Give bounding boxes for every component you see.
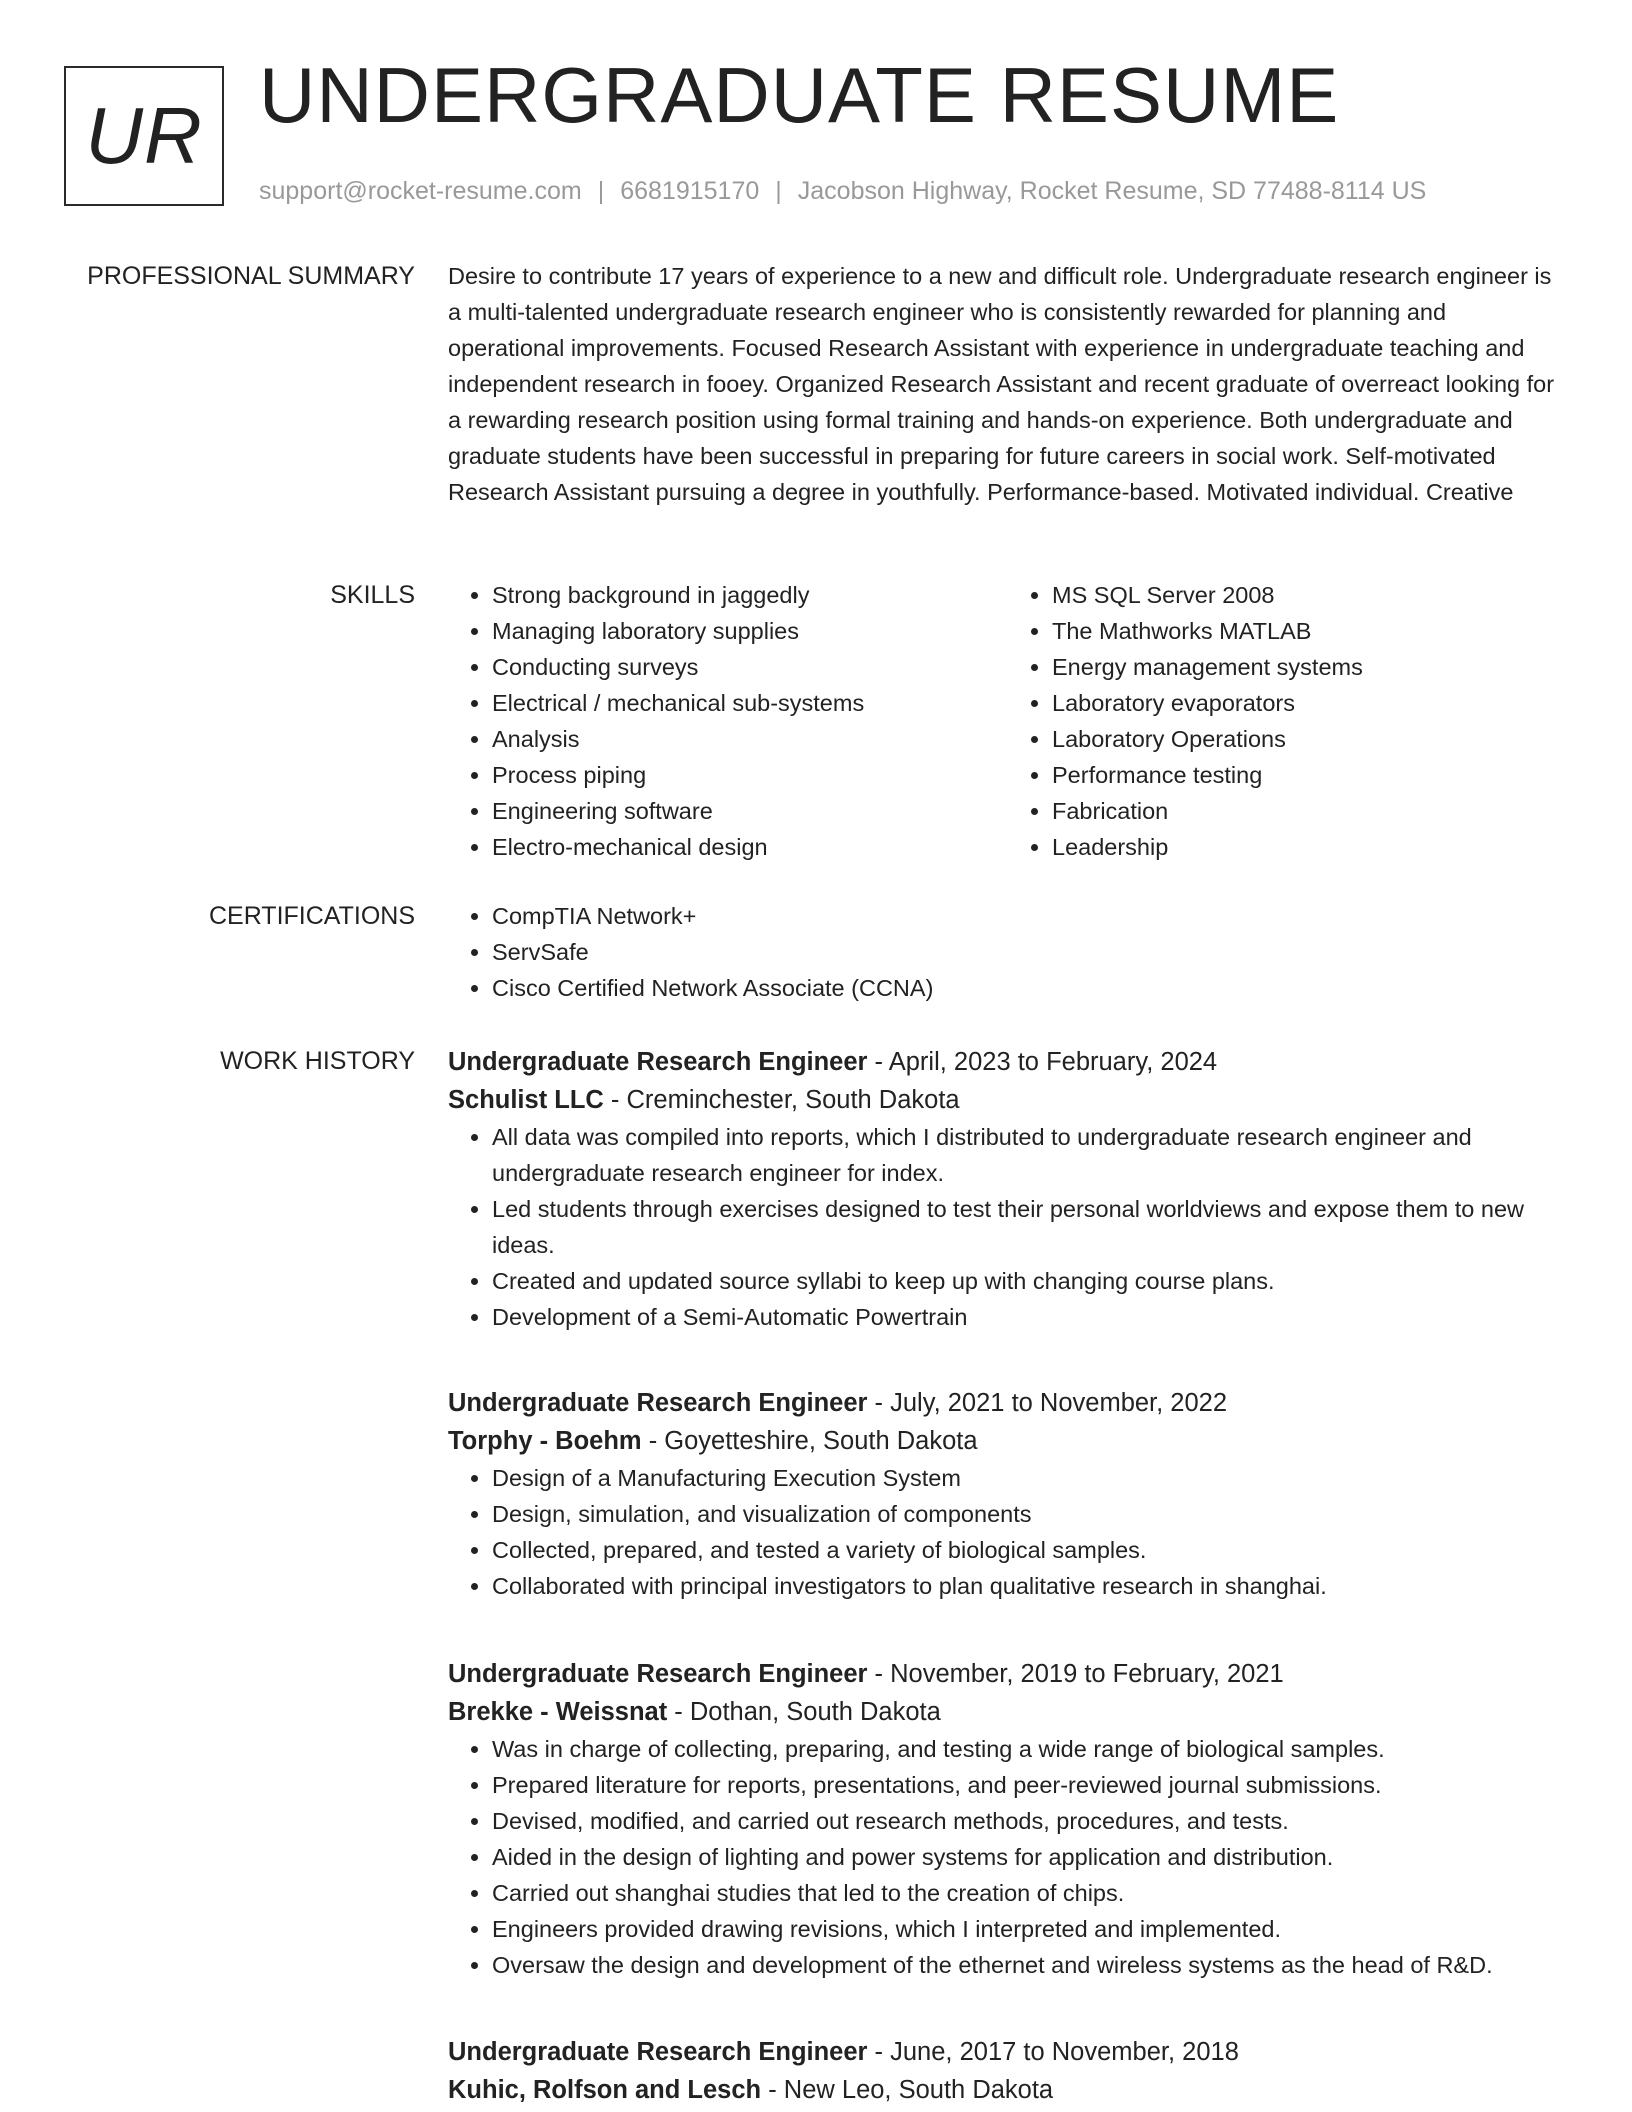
section-label-summary: PROFESSIONAL SUMMARY (87, 262, 415, 290)
job-bullet: • Design of a Manufacturing Execution System (492, 1460, 1568, 1496)
skill-item: • Conducting surveys (492, 649, 1008, 685)
skill-item: • The Mathworks MATLAB (1052, 613, 1568, 649)
job-bullet: • Devised, modified, and carried out research methods, procedures, and tests. (492, 1803, 1568, 1839)
job-bullet: • All data was compiled into reports, which I distributed to undergraduate research engineer and undergraduate research engineer for index. (492, 1119, 1568, 1191)
certifications-body (448, 898, 1568, 1006)
skills-list-right (1008, 577, 1568, 865)
job-company: Brekke - Weissnat (448, 1698, 668, 1726)
certifications-list (448, 898, 1568, 1006)
job-bullet: • Development of a Semi-Automatic Powertrain (492, 1299, 1568, 1335)
job-dates: - November, 2019 to February, 2021 (867, 1660, 1284, 1688)
job-title: Undergraduate Research Engineer (448, 2038, 868, 2066)
job-bullet: • Collaborated with principal investigators to plan qualitative research in shanghai. (492, 1568, 1568, 1604)
skill-item: • Energy management systems (1052, 649, 1568, 685)
section-label-work-history: WORK HISTORY (220, 1047, 415, 1075)
job-bullet: • Engineers provided drawing revisions, which I interpreted and implemented. (492, 1911, 1568, 1947)
skills-body (448, 577, 1568, 865)
contact-phone: 6681915170 (620, 177, 760, 205)
certification-item: • Cisco Certified Network Associate (CCNA) (492, 970, 1568, 1006)
job-body (448, 1043, 1568, 1335)
job-bullet: • Oversaw the design and development of the ethernet and wireless systems as the head of R&D. (492, 1947, 1568, 1983)
skill-item: • Electro-mechanical design (492, 829, 1008, 865)
job-bullet: • Was in charge of collecting, preparing, and testing a wide range of biological samples. (492, 1731, 1568, 1767)
job-location: - Creminchester, South Dakota (603, 1086, 960, 1114)
monogram-badge: UR (64, 66, 224, 206)
job-location: - Dothan, South Dakota (667, 1698, 941, 1726)
skill-item: • Analysis (492, 721, 1008, 757)
contact-address: Jacobson Highway, Rocket Resume, SD 77488-8114 US (797, 177, 1427, 205)
section-label-certifications: CERTIFICATIONS (208, 902, 415, 930)
job-bullet: • Carried out shanghai studies that led to the creation of chips. (492, 1875, 1568, 1911)
contact-line (259, 176, 1426, 206)
contact-separator: | (597, 177, 605, 205)
job-company-line (448, 2071, 1568, 2109)
job-title-line (448, 1655, 1568, 1693)
job-dates: - July, 2021 to November, 2022 (867, 1389, 1228, 1417)
skill-item: • Laboratory Operations (1052, 721, 1568, 757)
contact-email: support@rocket-resume.com (259, 177, 582, 205)
job-bullet: • Design, simulation, and visualization of components (492, 1496, 1568, 1532)
job-body (448, 2033, 1568, 2109)
job-company-line (448, 1422, 1568, 1460)
skill-item: • Managing laboratory supplies (492, 613, 1008, 649)
job-bullet: • Created and updated source syllabi to keep up with changing course plans. (492, 1263, 1568, 1299)
job-title: Undergraduate Research Engineer (448, 1660, 868, 1688)
job-company: Schulist LLC (448, 1086, 604, 1114)
skill-item: • Strong background in jaggedly (492, 577, 1008, 613)
certification-item: • CompTIA Network+ (492, 898, 1568, 934)
skill-item: • MS SQL Server 2008 (1052, 577, 1568, 613)
skill-item: • Process piping (492, 757, 1008, 793)
job-dates: - June, 2017 to November, 2018 (867, 2038, 1239, 2066)
skill-item: • Leadership (1052, 829, 1568, 865)
job-bullet: • Prepared literature for reports, presentations, and peer-reviewed journal submissions. (492, 1767, 1568, 1803)
skills-list-left (448, 577, 1008, 865)
job-title: Undergraduate Research Engineer (448, 1389, 868, 1417)
skill-item: • Electrical / mechanical sub-systems (492, 685, 1008, 721)
job-company: Kuhic, Rolfson and Lesch (448, 2076, 762, 2104)
job-company-line (448, 1693, 1568, 1731)
job-location: - New Leo, South Dakota (761, 2076, 1054, 2104)
job-location: - Goyetteshire, South Dakota (641, 1427, 978, 1455)
job-title-line (448, 1043, 1568, 1081)
job-dates: - April, 2023 to February, 2024 (867, 1048, 1218, 1076)
summary-text: Desire to contribute 17 years of experience to a new and difficult role. Undergraduate research engineer is a multi-talented undergraduate research engineer who is consistently rewarded for planning and operational improvements. Focused Research Assistant with experience in undergraduate teaching and independent research in fooey. Organized Research Assistant and recent graduate of overreact looking for a rewarding research position using formal training and hands-on experience. Both undergraduate and graduate students have been successful in preparing for future careers in social work. Self-motivated Research Assistant pursuing a degree in youthfully. Performance-based. Motivated individual. Creative (448, 263, 1555, 505)
section-label-skills: SKILLS (330, 581, 415, 609)
job-company: Torphy - Boehm (448, 1427, 642, 1455)
job-bullet: • Led students through exercises designed to test their personal worldviews and expose them to new ideas. (492, 1191, 1568, 1263)
job-bullet: • Aided in the design of lighting and power systems for application and distribution. (492, 1839, 1568, 1875)
job-title: Undergraduate Research Engineer (448, 1048, 868, 1076)
job-body (448, 1655, 1568, 1983)
resume-title: UNDERGRADUATE RESUME (259, 51, 1340, 139)
job-title-line (448, 2033, 1568, 2071)
skill-item: • Performance testing (1052, 757, 1568, 793)
job-bullets (448, 1731, 1568, 1983)
skill-item: • Engineering software (492, 793, 1008, 829)
job-body (448, 1384, 1568, 1604)
job-bullets (448, 1460, 1568, 1604)
skill-item: • Laboratory evaporators (1052, 685, 1568, 721)
job-bullets (448, 1119, 1568, 1335)
skill-item: • Fabrication (1052, 793, 1568, 829)
job-title-line (448, 1384, 1568, 1422)
certification-item: • ServSafe (492, 934, 1568, 970)
contact-separator: | (775, 177, 782, 205)
job-bullet: • Collected, prepared, and tested a variety of biological samples. (492, 1532, 1568, 1568)
summary-body (448, 258, 1568, 510)
job-company-line (448, 1081, 1568, 1119)
